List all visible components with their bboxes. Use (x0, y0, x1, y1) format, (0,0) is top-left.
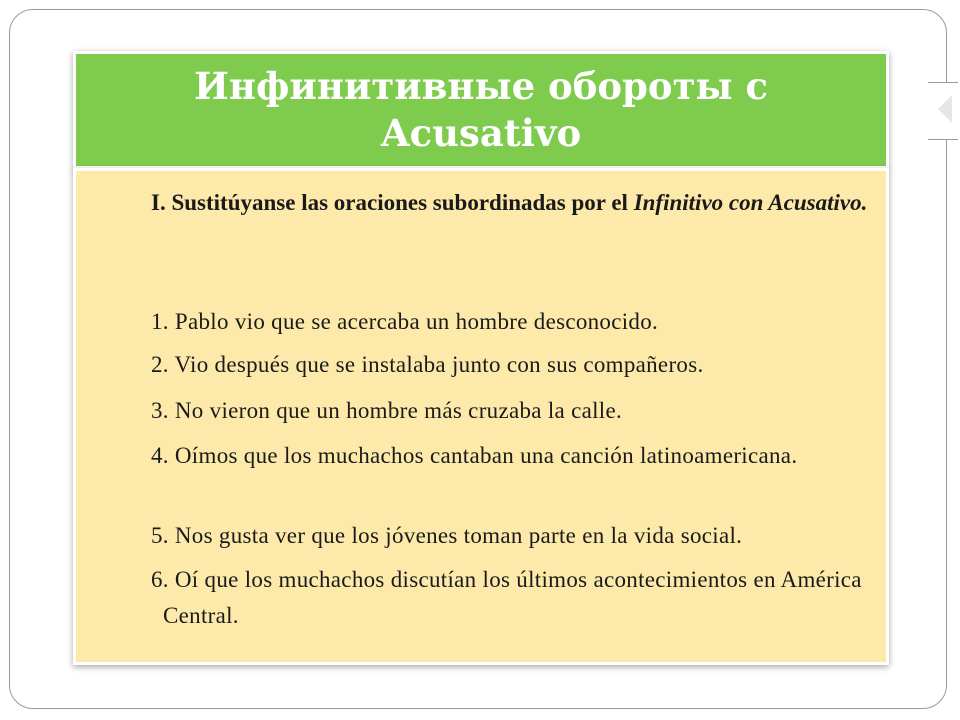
content-panel (73, 168, 889, 665)
instruction-text: Sustitúyanse las oraciones subordinadas por el (171, 190, 628, 215)
title-banner (73, 51, 889, 169)
instruction-emphasis: Infinitivo con Acusativo. (633, 190, 868, 215)
exercise-item-2: 2. Vio después que se instalaba junto con sus compañeros. (151, 352, 704, 377)
instruction-number: I. (151, 190, 166, 215)
exercise-item-5: 5. Nos gusta ver que los jóvenes toman parte en la vida social. (151, 523, 743, 548)
exercise-item-1: 1. Pablo vio que se acercaba un hombre desconocido. (151, 309, 659, 334)
slide-frame-notch (938, 95, 952, 123)
exercise-item-3: 3. No vieron que un hombre más cruzaba la calle. (151, 398, 623, 423)
exercise-item-4: 4. Oímos que los muchachos cantaban una canción latinoamericana. (151, 443, 798, 468)
exercise-instruction (151, 185, 882, 221)
slide-title: Инфинитивные обороты с Acusativo (193, 64, 769, 155)
exercise-item-6: 6. Oí que los muchachos discutían los últimos acontecimientos en América Central. (151, 567, 862, 628)
